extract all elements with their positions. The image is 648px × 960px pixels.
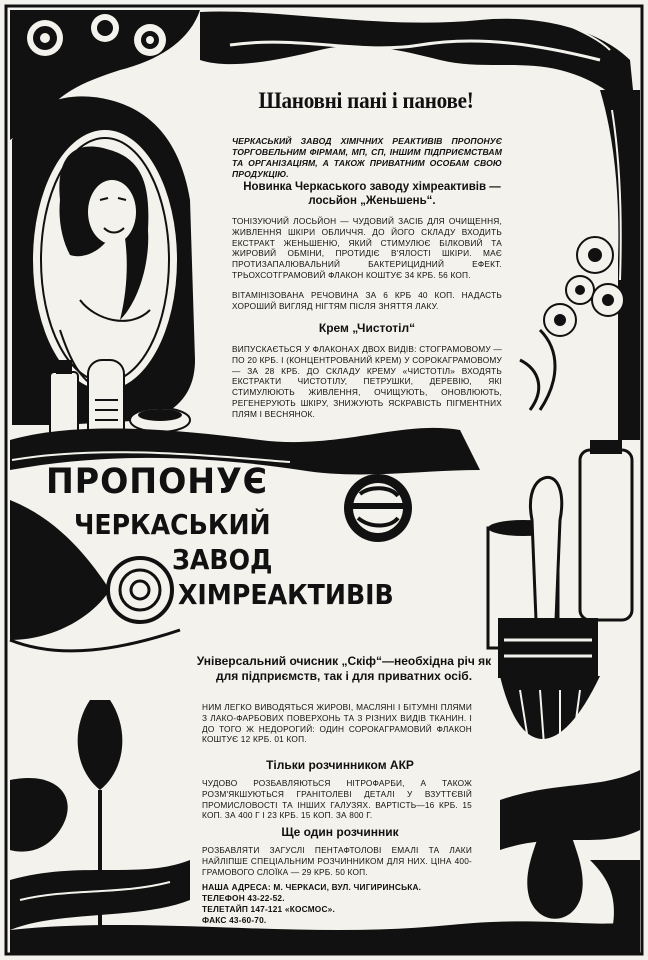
mirror-illustration	[12, 96, 195, 452]
vitamin-description: ВІТАМІНІЗОВАНА РЕЧОВИНА ЗА 6 КРБ 40 КОП. НАДАСТЬ ХОРОШИЙ ВИГЛЯД НІГТЯМ ПІСЛЯ ЗНЯТТЯ ЛАКУ.	[232, 290, 502, 311]
greeting-heading: Шановні пані і панове!	[258, 88, 474, 113]
address-line: НАША АДРЕСА: М. ЧЕРКАСИ, ВУЛ. ЧИГИРИНСЬКА.	[202, 882, 422, 892]
banner-offers: ПРОПОНУЄ	[46, 462, 269, 502]
cream-title: Крем „Чистотіл“	[318, 321, 416, 335]
banner-cherkasy: ЧЕРКАСЬКИЙ	[74, 508, 271, 541]
solvent2-description: РОЗБАВЛЯТИ ЗАГУСЛІ ПЕНТАФТОЛОВІ ЕМАЛІ ТА ЛАКИ НАЙЛІПШЕ СПЕЦІАЛЬНИМ РОЗЧИННИКОМ ДЛЯ НИХ. ЦІНА 400-ГРАМОВОГО СЛОЇКА — 29 КРБ. 50 КОП.	[202, 845, 472, 877]
solvent-description: ЧУДОВО РОЗБАВЛЯЮТЬСЯ НІТРОФАРБИ, А ТАКОЖ РОЗМ'ЯКШУЮТЬСЯ ГРАНІТОЛЕВІ ДЕТАЛІ У ВЗУТТЄВІЙ ПРОМИСЛОВОСТІ ТА ІНШИХ ГАЛУЗЯХ. ВАРТІСТЬ—16 КРБ. 15 КОП. ЗА 400 Г І 23 КРБ. 15 КОП. ЗА 800 Г.	[202, 778, 472, 821]
lotion-description: ТОНІЗУЮЧИЙ ЛОСЬЙОН — ЧУДОВИЙ ЗАСІБ ДЛЯ ОЧИЩЕННЯ, ЖИВЛЕННЯ ШКІРИ ОБЛИЧЧЯ. ДО ЙОГО СКЛАДУ ВХОДИТЬ ЕКСТРАКТ ЖЕНЬШЕНЮ, ЯКИЙ СТИМУЛЮЄ БІЛКОВИЙ ТА ЖИРОВИЙ ОБМІНИ, ПРОТИДІЄ В'ЯЛОСТІ ШКІРИ. МАЄ ПРОТИЗАПАЛЮВАЛЬНИЙ БАКТЕРИЦИДНИЙ ЕФЕКТ. ТРЬОХСОТГРАМОВИЙ ФЛАКОН КОШТУЄ 34 КРБ. 56 КОП.	[232, 216, 502, 280]
phone-line: ТЕЛЕФОН 43-22-52.	[202, 893, 285, 903]
contact-block	[202, 882, 492, 926]
cleaner-description: НИМ ЛЕГКО ВИВОДЯТЬСЯ ЖИРОВІ, МАСЛЯНІ І БІТУМНІ ПЛЯМИ З ЛАКО-ФАРБОВИХ ПОВЕРХОНЬ ТА З РІЗНИХ ВИДІВ ТКАНИН. І ДО ТОГО Ж НЕДОРОГИЙ: ОДИН СОРОКАГРАМОВИЙ ФЛАКОН КОШТУЄ 12 КРБ. 01 КОП.	[202, 702, 472, 745]
factory-logo-emblem	[344, 474, 412, 542]
banner-factory: ЗАВОД	[172, 543, 273, 576]
novelty-title: Новинка Черкаського заводу хімреактивів —лосьйон „Женьшень“.	[243, 181, 501, 207]
bottom-right-drop	[500, 770, 640, 940]
teletype-line: ТЕЛЕТАЙП 147-121 «КОСМОС».	[202, 904, 335, 914]
right-flower-cluster	[520, 237, 624, 410]
solvent2-title: Ще один розчинник	[281, 825, 399, 839]
banner-chemreagents: ХІМРЕАКТИВІВ	[178, 578, 394, 611]
bottom-left-flower	[10, 700, 190, 940]
intro-paragraph: ЧЕРКАСЬКИЙ ЗАВОД ХІМІЧНИХ РЕАКТИВІВ ПРОПОНУЄ ТОРГОВЕЛЬНИМ ФІРМАМ, МП, СП, ІНШИМ ПІДПРИЄМСТВАМ ТА ОРГАНІЗАЦІЯМ, А ТАКОЖ ПРИВАТНИМ ОСОБАМ СВОЮ ПРОДУКЦІЮ.	[232, 136, 502, 179]
paint-brush-illustration	[488, 440, 632, 745]
solvent-title: Тільки розчинником АКР	[266, 758, 414, 772]
cleaner-title: Універсальний очисник „Скіф“—необхідна річ як для підприємств, так і для приватних осіб.	[196, 654, 492, 683]
fax-line: ФАКС 43-60-70.	[202, 915, 267, 925]
cream-description: ВИПУСКАЄТЬСЯ У ФЛАКОНАХ ДВОХ ВИДІВ: СТОГРАМОВОМУ — ПО 20 КРБ. І (КОНЦЕНТРОВАНИЙ КРЕМ) У СОРОКАГРАМОВОМУ — ЗА 28 КРБ. ДО СКЛАДУ КРЕМУ «ЧИСТОТІЛ» ВХОДЯТЬ ЕКСТРАКТИ ЧИСТОТІЛУ, ПЕТРУШКИ, ДЕРЕВІЮ, ЯКІ СТИМУЛЮЮТЬ ЖИВЛЕННЯ, ОЧИЩУЮТЬ, ОНОВЛЮЮТЬ, РЕГЕНЕРУЮТЬ ШКІРУ, ЗНИЖУЮТЬ ЯСКРАВІСТЬ ПІГМЕНТНИХ ПЛЯМ І ВЕСНЯНОК.	[232, 344, 502, 419]
